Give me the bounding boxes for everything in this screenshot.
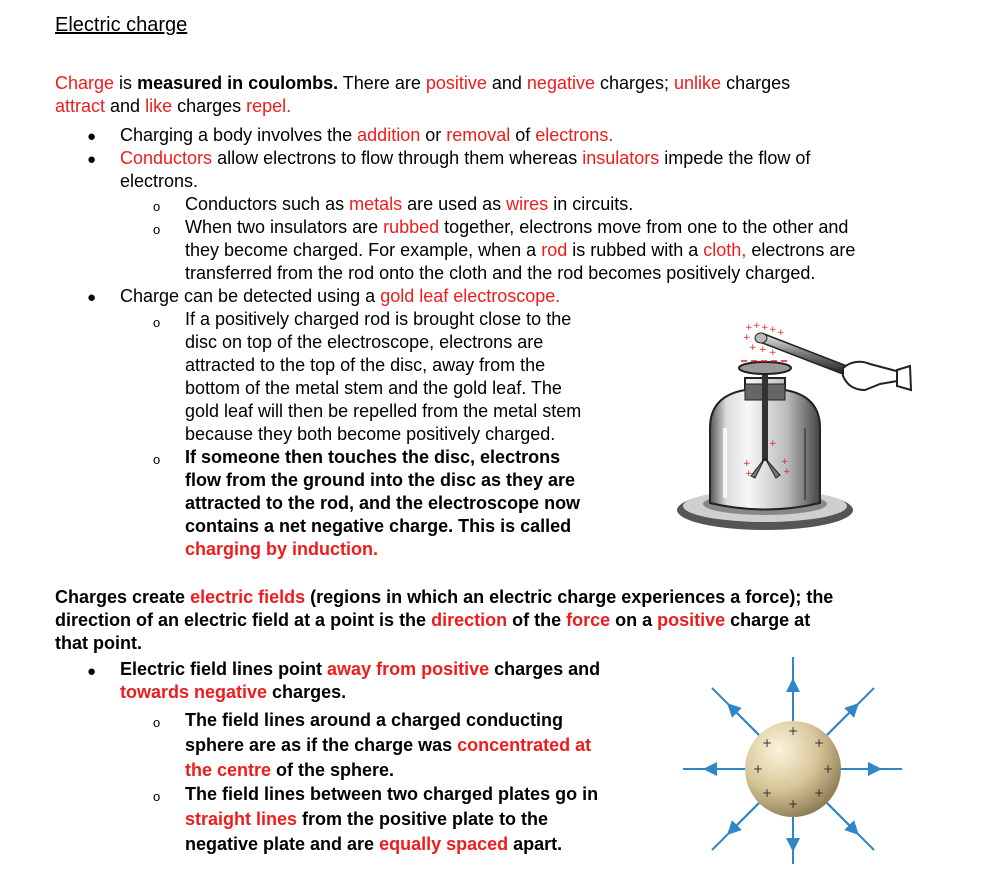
sub-bullet-marker: o [153,222,161,237]
plus-sign: + [759,345,767,355]
sub-bullet-induction: If someone then touches the disc, electrons flow from the ground into the disc as they are attracted to the rod, and the electroscope now contains a net negative charge. This is called charging by induction. [185,447,581,559]
plus-sign: + [769,439,777,449]
sub-bullet-marker: o [153,199,161,214]
plus-sign: + [752,762,764,776]
bullet-conductors: Conductors allow electrons to flow through them whereas insulators impede the flow of electrons. [120,148,811,191]
bullet-marker: ● [87,128,97,145]
plus-sign: + [745,469,753,479]
bullet-marker: ● [87,289,97,306]
sub-bullet-marker: o [153,452,161,467]
page-title: Electric charge [55,14,188,36]
charged-sphere-field-diagram [680,655,910,870]
sub-bullet-marker: o [153,715,161,730]
plus-sign: + [769,348,777,358]
fields-paragraph: Charges create electric fields (regions in which an electric charge experiences a force); the direction of an electric field at a point is the direction of the force on a positive charge at that point. [55,587,834,653]
sub-bullet-sphere: The field lines around a charged conducting sphere are as if the charge was concentrated at the centre of the sphere. [185,710,592,780]
electroscope-icon [665,318,930,558]
plus-sign: + [749,343,757,353]
plus-sign: + [781,457,789,467]
plus-sign: + [787,797,799,811]
sub-bullet-marker: o [153,789,161,804]
bullet-marker: ● [87,663,97,680]
bullet-marker: ● [87,151,97,168]
bullet-field-lines: Electric field lines point away from positive charges and towards negative charges. [120,659,601,702]
plus-sign: + [743,459,751,469]
plus-sign: + [783,467,791,477]
sub-bullet-rubbing: When two insulators are rubbed together, electrons move from one to the other and they become charged. For example, when a rod is rubbed with a cloth, electrons are transferred from the rod onto the cloth and the rod becomes positively charged. [185,217,856,283]
intro-paragraph: Charge is measured in coulombs. There are positive and negative charges; unlike charges attract and like charges repel. [55,73,791,116]
plus-sign: + [745,323,753,333]
plus-sign: + [761,323,769,333]
plus-sign: + [787,724,799,738]
plus-sign: + [761,736,773,750]
plus-sign: + [761,786,773,800]
plus-sign: + [769,325,777,335]
plus-sign: + [743,333,751,343]
bullet-electroscope: Charge can be detected using a gold leaf electroscope. [120,286,561,306]
plus-sign: + [813,736,825,750]
plus-sign: + [753,321,761,331]
sub-bullet-positive-rod: If a positively charged rod is brought close to the disc on top of the electroscope, electrons are attracted to the top of the disc, away from the bottom of the metal stem and the gold leaf. The gold leaf will then be repelled from the metal stem because they both become positively charged. [185,309,582,444]
plus-sign: + [822,762,834,776]
sub-bullet-marker: o [153,315,161,330]
sphere-field-icon [680,655,910,864]
electroscope-illustration [665,318,930,564]
bullet-charging: Charging a body involves the addition or removal of electrons. [120,125,614,145]
sub-bullet-plates: The field lines between two charged plates go in straight lines from the positive plate to the negative plate and are equally spaced apart. [185,784,599,854]
sub-bullet-metals: Conductors such as metals are used as wires in circuits. [185,194,634,214]
plus-sign: + [777,328,785,338]
plus-sign: + [813,786,825,800]
